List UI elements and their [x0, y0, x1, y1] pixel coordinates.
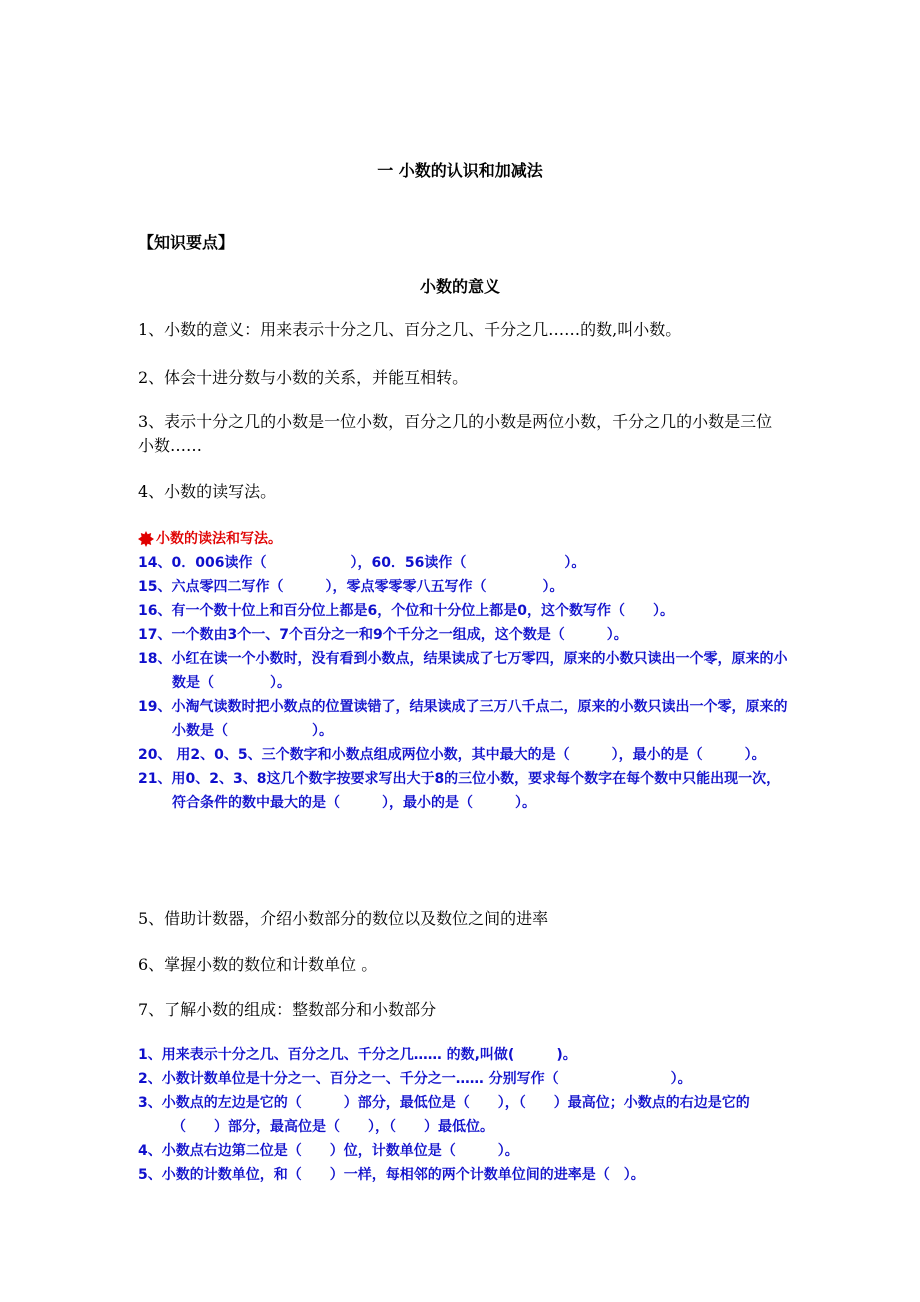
point-1: 1、小数的意义：用来表示十分之几、百分之几、千分之几……的数,叫小数。 [138, 320, 682, 339]
counting-unit-exercises [138, 1043, 788, 1187]
unit-exercise-4: 4、小数点右边第二位是（ ）位，计数单位是（ ）。 [138, 1143, 519, 1159]
point-5: 5、借助计数器，介绍小数部分的数位以及数位之间的进率 [138, 909, 549, 928]
exercise-19: 19、小淘气读数时把小数点的位置读错了，结果读成了三万八千点二，原来的小数只读出一个零，原来的小数是（ ）。 [138, 699, 788, 739]
point-6: 6、掌握小数的数位和计数单位 。 [138, 955, 378, 974]
unit-exercise-3: 3、小数点的左边是它的（ ）部分，最低位是（ ），（ ）最高位；小数点的右边是它的（ ）部分，最高位是（ ），（ ）最低位。 [138, 1095, 750, 1135]
section-heading: 【知识要点】 [138, 233, 235, 252]
subtitle: 小数的意义 [419, 277, 500, 296]
page-title: 一 小数的认识和加减法 [377, 161, 543, 180]
exercise-20: 20、 用2、0、5、三个数字和小数点组成两位小数，其中最大的是（ ），最小的是（ ）。 [138, 747, 766, 763]
reading-heading [138, 527, 788, 551]
exercise-16: 16、有一个数十位上和百分位上都是6，个位和十分位上都是0，这个数写作（ ）。 [138, 603, 674, 619]
reading-heading-text: 小数的读法和写法。 [156, 531, 282, 547]
exercise-14: 14、0．006读作（ ），60．56读作（ ）。 [138, 555, 586, 571]
unit-exercise-1: 1、用来表示十分之几、百分之几、千分之几…… 的数,叫做( )。 [138, 1047, 577, 1063]
reading-writing-exercises [138, 527, 788, 815]
point-2: 2、体会十进分数与小数的关系，并能互相转。 [138, 368, 469, 387]
exercise-15: 15、六点零四二写作（ ），零点零零零八五写作（ ）。 [138, 579, 564, 595]
exercise-21: 21、用0、2、3、8这几个数字按要求写出大于8的三位小数，要求每个数字在每个数中只能出现一次，符合条件的数中最大的是（ ），最小的是（ ）。 [138, 771, 781, 811]
point-3: 3、表示十分之几的小数是一位小数，百分之几的小数是两位小数，千分之几的小数是三位小数…… [138, 412, 773, 455]
point-4: 4、小数的读写法。 [138, 482, 277, 501]
exercise-18: 18、小红在读一个小数时，没有看到小数点，结果读成了七万零四，原来的小数只读出一个零，原来的小数是（ ）。 [138, 651, 788, 691]
exercise-17: 17、一个数由3个一、7个百分之一和9个千分之一组成，这个数是（ ）。 [138, 627, 628, 643]
unit-exercise-2: 2、小数计数单位是十分之一、百分之一、千分之一…… 分别写作（ ）。 [138, 1071, 692, 1087]
point-7: 7、了解小数的组成：整数部分和小数部分 [138, 1000, 437, 1019]
unit-exercise-5: 5、小数的计数单位，和（ ）一样，每相邻的两个计数单位间的进率是（ ）。 [138, 1167, 645, 1183]
red-burst-icon [138, 531, 154, 547]
